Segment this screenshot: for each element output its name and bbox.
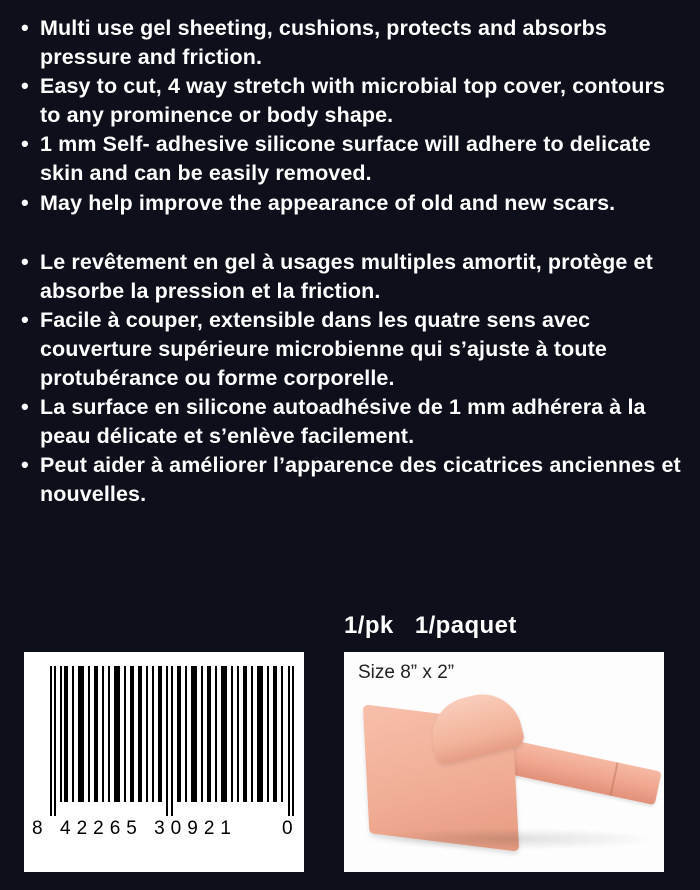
list-item: • May help improve the appearance of old and new scars. <box>18 189 682 218</box>
list-item: • 1 mm Self- adhesive silicone surface will adhere to delicate skin and can be easily removed. <box>18 130 682 187</box>
product-photo <box>344 652 664 872</box>
barcode <box>24 652 304 872</box>
barcode-digit-left: 8 <box>32 818 43 839</box>
photo-shadow <box>360 828 660 850</box>
barcode-digit-right: 0 <box>282 818 293 839</box>
size-label: Size 8” x 2” <box>358 662 455 683</box>
bottom-section <box>0 600 700 890</box>
list-separator <box>18 218 682 248</box>
list-item: • Peut aider à améliorer l’apparence des cicatrices anciennes et nouvelles. <box>18 451 682 508</box>
english-feature-list <box>18 14 682 217</box>
barcode-digits <box>32 818 293 846</box>
pack-quantity-label: 1/pk 1/paquet <box>344 612 517 639</box>
list-item: • Multi use gel sheeting, cushions, protects and absorbs pressure and friction. <box>18 14 682 71</box>
list-item: • Easy to cut, 4 way stretch with microbial top cover, contours to any prominence or body shape. <box>18 72 682 129</box>
list-item: • Le revêtement en gel à usages multiples amortit, protège et absorbe la pression et la friction. <box>18 248 682 305</box>
list-item: • Facile à couper, extensible dans les quatre sens avec couverture supérieure microbienne qui s’ajuste à toute protubérance ou forme corporelle. <box>18 306 682 392</box>
french-feature-list <box>18 248 682 508</box>
list-item: • La surface en silicone autoadhésive de 1 mm adhérera à la peau délicate et s’enlève facilement. <box>18 393 682 450</box>
barcode-digits-main: 42265 30921 <box>60 818 237 839</box>
barcode-bars <box>50 666 282 816</box>
